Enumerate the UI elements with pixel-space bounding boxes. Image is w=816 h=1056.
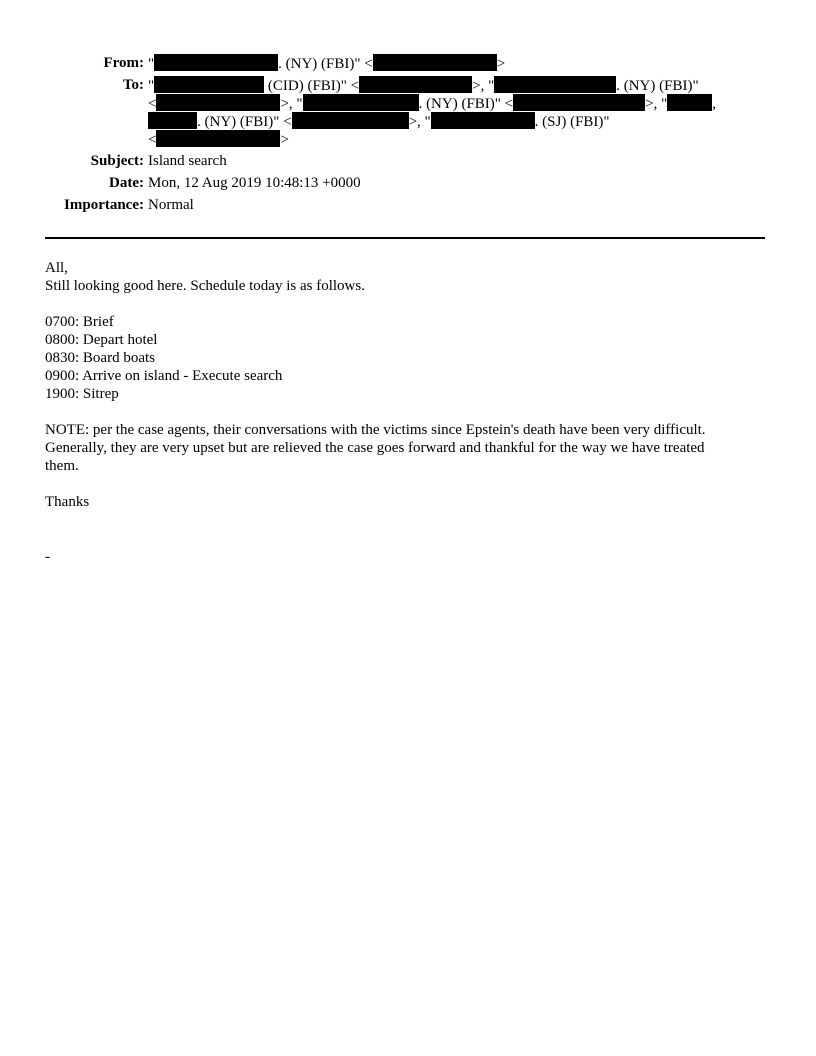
schedule-item: 0700: Brief xyxy=(45,314,114,330)
importance-value: Normal xyxy=(148,197,194,213)
schedule-item: 0900: Arrive on island - Execute search xyxy=(45,368,283,384)
text-fragment: >, " xyxy=(408,114,431,130)
redaction-block xyxy=(667,94,712,111)
redaction-block xyxy=(431,112,535,129)
from-label: From: xyxy=(103,55,144,71)
redaction-block xyxy=(494,76,616,93)
schedule-item: 0830: Board boats xyxy=(45,350,155,366)
to-value-line-2 xyxy=(148,94,716,113)
subject-label: Subject: xyxy=(90,153,144,169)
text-fragment: " xyxy=(148,56,155,72)
redaction-block xyxy=(292,112,409,129)
text-fragment: < xyxy=(148,132,157,148)
text-fragment: . (SJ) (FBI)" xyxy=(534,114,610,130)
text-fragment: , xyxy=(712,96,716,112)
to-label: To: xyxy=(122,77,144,93)
note-line: Generally, they are very upset but are relieved the case goes forward and thankful for the way we have treated xyxy=(45,440,705,456)
redaction-block xyxy=(148,112,197,129)
date-label: Date: xyxy=(109,175,144,191)
from-value xyxy=(148,54,505,73)
redaction-block xyxy=(156,130,280,147)
header-divider xyxy=(45,237,765,239)
redaction-block xyxy=(513,94,645,111)
redaction-block xyxy=(373,54,497,71)
note-line: NOTE: per the case agents, their conversations with the victims since Epstein's death have been very difficult. xyxy=(45,422,706,438)
text-fragment: > xyxy=(496,56,506,72)
intro-line: Still looking good here. Schedule today is as follows. xyxy=(45,278,365,294)
text-fragment: > xyxy=(280,132,289,148)
importance-label: Importance: xyxy=(64,197,144,213)
text-fragment: " xyxy=(148,78,155,94)
redaction-block xyxy=(303,94,419,111)
signature-dash: - xyxy=(45,549,50,565)
text-fragment: . (NY) (FBI)" < xyxy=(418,96,514,112)
to-value-line-4 xyxy=(148,130,289,149)
redaction-block xyxy=(359,76,472,93)
text-fragment: . (NY) (FBI)" < xyxy=(197,114,292,130)
text-fragment: . (NY) (FBI)" xyxy=(616,78,699,94)
schedule-item: 0800: Depart hotel xyxy=(45,332,158,348)
to-value-line-1 xyxy=(148,76,699,95)
note-line: them. xyxy=(45,458,79,474)
redaction-block xyxy=(156,94,280,111)
subject-value: Island search xyxy=(148,153,227,169)
text-fragment: >, " xyxy=(645,96,668,112)
text-fragment: (CID) (FBI)" < xyxy=(264,78,360,94)
text-fragment: < xyxy=(148,96,157,112)
date-value: Mon, 12 Aug 2019 10:48:13 +0000 xyxy=(148,175,361,191)
text-fragment: >, " xyxy=(280,96,303,112)
text-fragment: . (NY) (FBI)" < xyxy=(278,56,373,72)
note-paragraph xyxy=(45,421,775,475)
schedule-item: 1900: Sitrep xyxy=(45,386,119,402)
greeting: All, xyxy=(45,260,68,276)
to-value-line-3 xyxy=(148,112,610,131)
redaction-block xyxy=(154,54,278,71)
schedule-list xyxy=(45,313,775,403)
signoff: Thanks xyxy=(45,494,90,510)
text-fragment: >, " xyxy=(472,78,495,94)
redaction-block xyxy=(154,76,264,93)
